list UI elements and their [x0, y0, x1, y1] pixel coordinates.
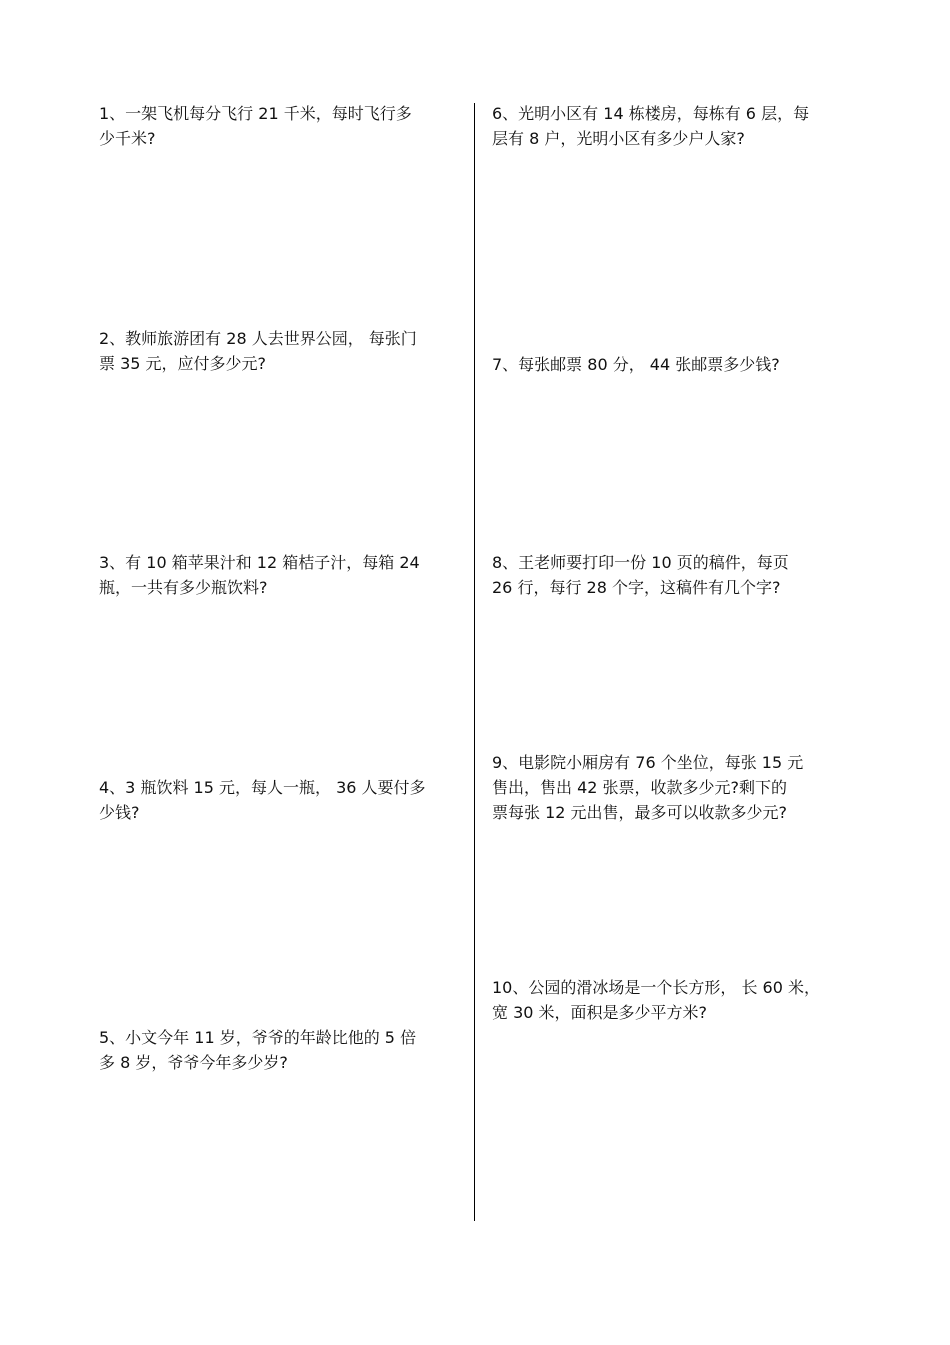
- problem-3: [99, 550, 420, 600]
- problem-2-line-2: 票 35 元，应付多少元?: [99, 354, 267, 373]
- problem-3-line-2: 瓶，一共有多少瓶饮料?: [99, 578, 268, 597]
- problem-10: [492, 975, 820, 1025]
- column-divider: [474, 103, 475, 1221]
- problem-10-line-1: 10、公园的滑冰场是一个长方形， 长 60 米，: [492, 978, 820, 997]
- problem-8-line-1: 8、王老师要打印一份 10 页的稿件，每页: [492, 553, 789, 572]
- problem-1-line-2: 少千米?: [99, 129, 156, 148]
- problem-9: [492, 750, 803, 825]
- problem-8-line-2: 26 行，每行 28 个字，这稿件有几个字?: [492, 578, 781, 597]
- problem-5-line-1: 5、小文今年 11 岁，爷爷的年龄比他的 5 倍: [99, 1028, 417, 1047]
- problem-2-line-1: 2、教师旅游团有 28 人去世界公园， 每张门: [99, 329, 417, 348]
- problem-4-line-2: 少钱?: [99, 803, 140, 822]
- problem-1: [99, 101, 412, 151]
- problem-2: [99, 326, 417, 376]
- problem-1-line-1: 1、一架飞机每分飞行 21 千米，每时飞行多: [99, 104, 412, 123]
- problem-6: [492, 101, 809, 151]
- problem-6-line-1: 6、光明小区有 14 栋楼房，每栋有 6 层，每: [492, 104, 810, 123]
- problem-3-line-1: 3、有 10 箱苹果汁和 12 箱桔子汁，每箱 24: [99, 553, 420, 572]
- problem-7: [492, 352, 780, 377]
- problem-9-line-3: 票每张 12 元出售，最多可以收款多少元?: [492, 803, 788, 822]
- problem-6-line-2: 层有 8 户，光明小区有多少户人家?: [492, 129, 745, 148]
- problem-9-line-2: 售出，售出 42 张票，收款多少元?剩下的: [492, 778, 788, 797]
- problem-7-line-1: 7、每张邮票 80 分， 44 张邮票多少钱?: [492, 355, 780, 374]
- problem-5-line-2: 多 8 岁，爷爷今年多少岁?: [99, 1053, 288, 1072]
- problem-4-line-1: 4、3 瓶饮料 15 元，每人一瓶， 36 人要付多: [99, 778, 426, 797]
- problem-8: [492, 550, 789, 600]
- problem-9-line-1: 9、电影院小厢房有 76 个坐位，每张 15 元: [492, 753, 804, 772]
- problem-4: [99, 775, 426, 825]
- problem-5: [99, 1025, 416, 1075]
- problem-10-line-2: 宽 30 米，面积是多少平方米?: [492, 1003, 708, 1022]
